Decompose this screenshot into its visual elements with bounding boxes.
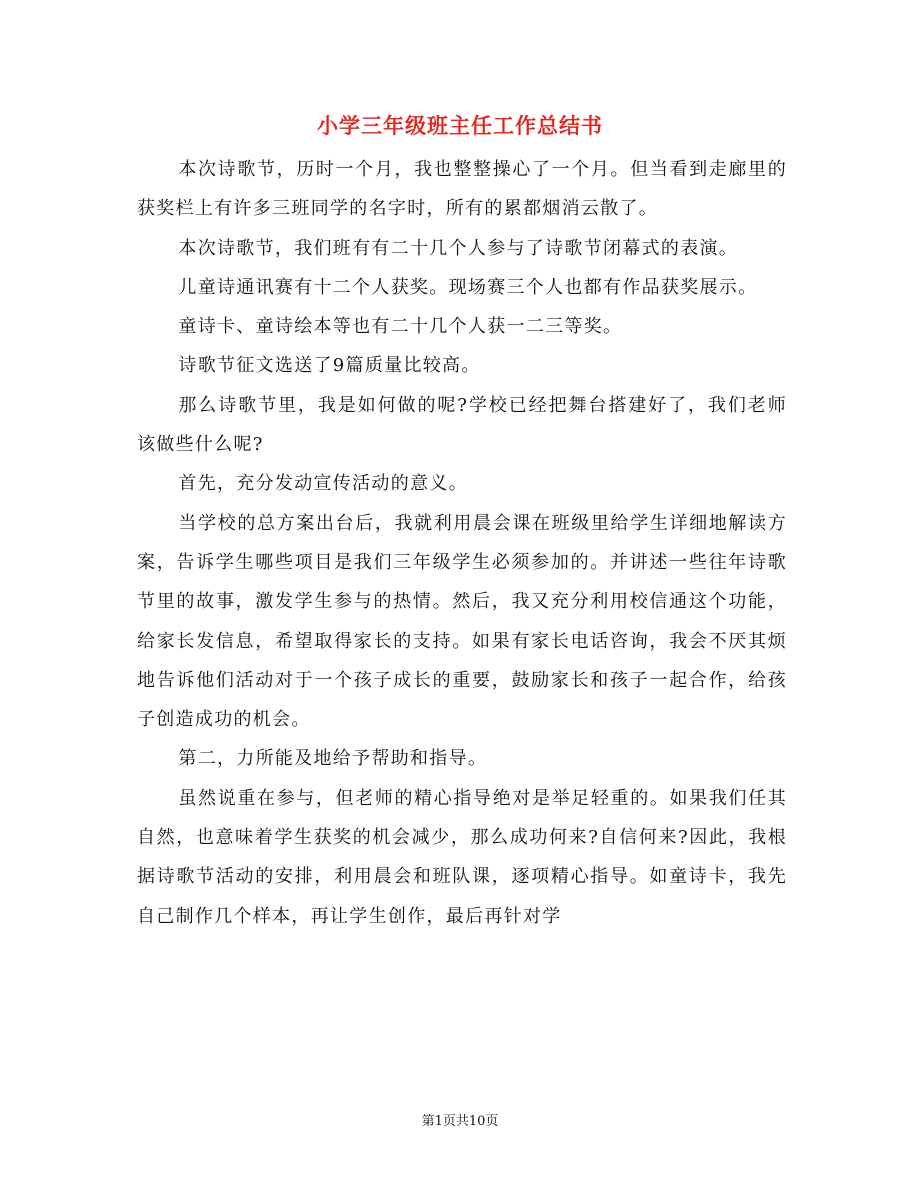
paragraph: 诗歌节征文选送了9篇质量比较高。	[178, 355, 481, 377]
paragraph: 首先，充分发动宣传活动的意义。	[178, 473, 468, 495]
document-body	[137, 150, 787, 936]
page-number-footer: 第1页共10页	[421, 1114, 499, 1129]
paragraph: 那么诗歌节里，我是如何做的呢?学校已经把舞台搭建好了，我们老师该做些什么呢?	[137, 394, 787, 456]
paragraph: 当学校的总方案出台后，我就利用晨会课在班级里给学生详细地解读方案，告诉学生哪些项目是我们三年级学生必须参加的。并讲述一些往年诗歌节里的故事，激发学生参与的热情。然后，我又充分利用校信通这个功能，给家长发信息，希望取得家长的支持。如果有家长电话咨询，我会不厌其烦地告诉他们活动对于一个孩子成长的重要，鼓励家长和孩子一起合作，给孩子创造成功的机会。	[137, 512, 787, 731]
paragraph: 第二，力所能及地给予帮助和指导。	[178, 748, 488, 770]
paragraph: 本次诗歌节，历时一个月，我也整整操心了一个月。但当看到走廊里的获奖栏上有许多三班同学的名字时，所有的累都烟消云散了。	[137, 159, 787, 220]
paragraph: 童诗卡、童诗绘本等也有二十几个人获一二三等奖。	[178, 316, 623, 338]
document-title: 小学三年级班主任工作总结书	[317, 114, 603, 138]
paragraph: 虽然说重在参与，但老师的精心指导绝对是举足轻重的。如果我们任其自然，也意味着学生获奖的机会减少，那么成功何来?自信何来?因此，我根据诗歌节活动的安排，利用晨会和班队课，逐项精心指导。如童诗卡，我先自己制作几个样本，再让学生创作，最后再针对学	[137, 787, 787, 927]
paragraph: 儿童诗通讯赛有十二个人获奖。现场赛三个人也都有作品获奖展示。	[178, 276, 758, 298]
paragraph: 本次诗歌节，我们班有有二十几个人参与了诗歌节闭幕式的表演。	[178, 237, 739, 259]
